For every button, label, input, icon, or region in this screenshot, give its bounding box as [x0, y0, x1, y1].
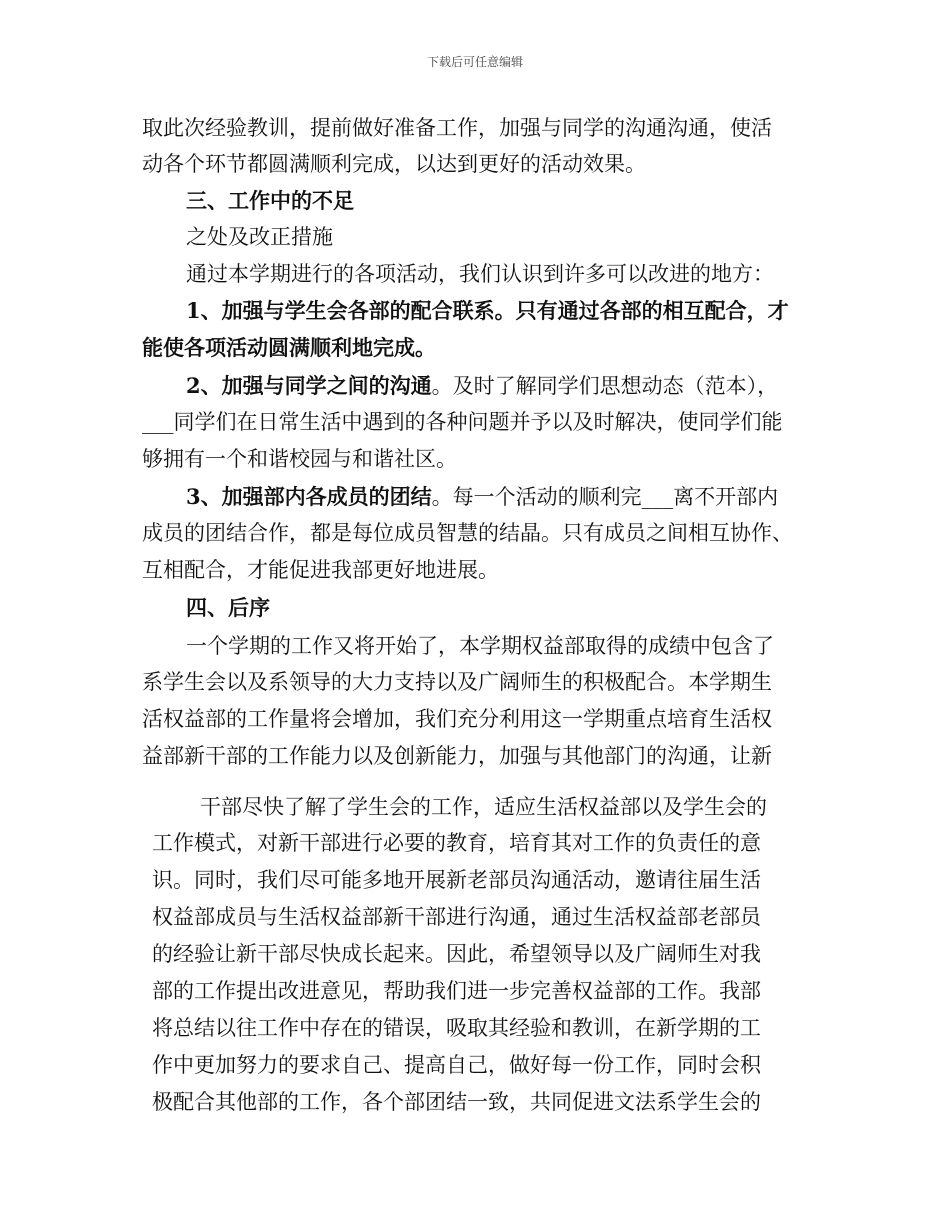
paragraph-line: 工作模式，对新干部进行必要的教育，培育其对工作的负责任的意 — [152, 831, 761, 855]
paragraph-line: 取此次经验教训，提前做好准备工作，加强与同学的沟通沟通，使活 — [142, 116, 772, 140]
paragraph-line: 活权益部的工作量将会增加，我们充分利用这一学期重点培育生活权 — [142, 707, 772, 731]
list-item-2-heading: 2、加强与同学之间的沟通 — [186, 373, 432, 398]
section-heading-continued: 之处及改正措施 — [186, 225, 333, 249]
paragraph-line: 动各个环节都圆满顺利完成，以达到更好的活动效果。 — [142, 152, 646, 176]
list-item-1: 1、加强与学生会各部的配合联系。只有通过各部的相互配合，才 — [186, 298, 789, 323]
paragraph-line: 够拥有一个和谐校园与和谐社区。 — [142, 447, 457, 471]
paragraph-line: 成员的团结合作，都是每位成员智慧的结晶。只有成员之间相互协作、 — [142, 521, 793, 545]
section-heading: 四、后序 — [186, 595, 270, 620]
paragraph-line: 通过本学期进行的各项活动，我们认识到许多可以改进的地方： — [186, 262, 774, 286]
paragraph-line: ___同学们在日常生活中遇到的各种问题并予以及时解决，使同学们能 — [142, 410, 783, 434]
list-item-3-text: 。每一个活动的顺利完___离不开部内 — [431, 485, 779, 509]
paragraph-line: 益部新干部的工作能力以及创新能力，加强与其他部门的沟通，让新 — [142, 744, 772, 768]
paragraph-line: 系学生会以及系领导的大力支持以及广阔师生的积极配合。本学期生 — [142, 670, 772, 694]
page-header: 下载后可任意编辑 — [426, 55, 523, 69]
paragraph-line: 权益部成员与生活权益部新干部进行沟通，通过生活权益部老部员 — [152, 905, 761, 929]
list-item-3 — [186, 482, 778, 512]
list-item-1-continued: 能使各项活动圆满顺利地完成。 — [142, 335, 436, 360]
paragraph-line: 将总结以往工作中存在的错误，吸取其经验和教训，在新学期的工 — [152, 1016, 761, 1040]
list-item-2 — [186, 371, 778, 401]
list-item-3-heading: 3、加强部内各成员的团结 — [186, 484, 432, 509]
section-heading: 三、工作中的不足 — [186, 188, 354, 213]
paragraph-line: 极配合其他部的工作，各个部团结一致，共同促进文法系学生会的 — [152, 1090, 761, 1114]
list-item-2-text: 。及时了解同学们思想动态（范本）， — [431, 374, 779, 398]
paragraph-line: 识。同时，我们尽可能多地开展新老部员沟通活动，邀请往届生活 — [152, 868, 761, 892]
paragraph-line: 互相配合，才能促进我部更好地进展。 — [142, 558, 499, 582]
paragraph-line: 部的工作提出改进意见，帮助我们进一步完善权益部的工作。我部 — [152, 979, 761, 1003]
paragraph-line: 干部尽快了解了学生会的工作，适应生活权益部以及学生会的 — [200, 795, 767, 819]
paragraph-line: 一个学期的工作又将开始了，本学期权益部取得的成绩中包含了 — [186, 634, 774, 658]
paragraph-line: 的经验让新干部尽快成长起来。因此，希望领导以及广阔师生对我 — [152, 942, 761, 966]
paragraph-line: 作中更加努力的要求自己、提高自己，做好每一份工作，同时会积 — [152, 1053, 761, 1077]
